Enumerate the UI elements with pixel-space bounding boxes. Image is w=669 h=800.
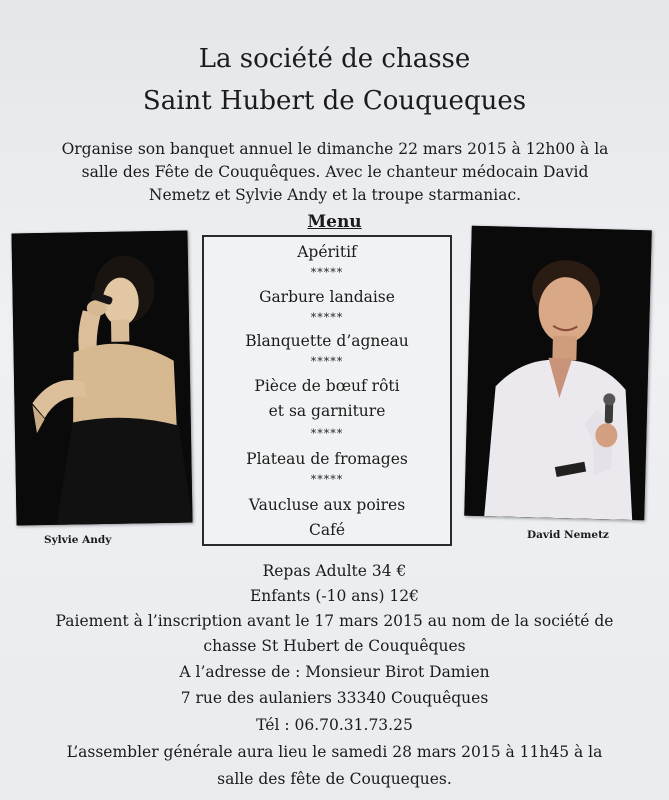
menu-box bbox=[202, 235, 452, 546]
intro-line: Nemetz et Sylvie Andy et la troupe starmaniac. bbox=[148, 186, 522, 204]
menu-separator: ***** bbox=[310, 427, 344, 440]
payment-info-continued: chasse St Hubert de Couquêques bbox=[203, 637, 466, 655]
menu-item: Café bbox=[308, 521, 345, 539]
caption-left: Sylvie Andy bbox=[44, 534, 112, 546]
menu-item: Apéritif bbox=[297, 243, 357, 261]
payment-info: Paiement à l’inscription avant le 17 mars 2015 au nom de la société de bbox=[55, 612, 614, 630]
address-recipient: A l’adresse de : Monsieur Birot Damien bbox=[179, 663, 490, 681]
price-adult: Repas Adulte 34 € bbox=[262, 562, 407, 580]
poster-title-line-1: La société de chasse bbox=[198, 44, 471, 74]
menu-separator: ***** bbox=[310, 355, 344, 368]
menu-separator: ***** bbox=[310, 473, 344, 486]
assembly-notice: L’assembler générale aura lieu le samedi 28 mars 2015 à 11h45 à la bbox=[66, 743, 603, 761]
menu-separator: ***** bbox=[310, 311, 344, 324]
menu-separator: ***** bbox=[310, 266, 344, 279]
caption-right: David Nemetz bbox=[527, 529, 609, 541]
menu-item: Vaucluse aux poires bbox=[248, 496, 406, 514]
intro-line: Organise son banquet annuel le dimanche 22 mars 2015 à 12h00 à la bbox=[61, 140, 609, 158]
menu-item: Blanquette d’agneau bbox=[245, 332, 409, 350]
menu-item: Garbure landaise bbox=[259, 288, 395, 306]
intro-line: salle des Fête de Couquêques. Avec le chanteur médocain David bbox=[81, 163, 589, 181]
menu-item: et sa garniture bbox=[268, 402, 386, 420]
phone-number: Tél : 06.70.31.73.25 bbox=[256, 716, 413, 734]
poster-title-line-2: Saint Hubert de Couqueques bbox=[142, 86, 527, 116]
menu-item: Pièce de bœuf rôti bbox=[254, 377, 400, 395]
singer-portrait-icon bbox=[464, 226, 652, 521]
singer-silhouette-icon bbox=[11, 230, 192, 525]
intro-paragraph bbox=[60, 138, 610, 207]
price-children: Enfants (-10 ans) 12€ bbox=[249, 587, 420, 605]
assembly-notice-continued: salle des fête de Couqueques. bbox=[217, 770, 452, 788]
menu-heading: Menu bbox=[307, 212, 362, 232]
singer-photo-david-nemetz bbox=[464, 226, 652, 521]
singer-photo-sylvie-andy bbox=[11, 230, 192, 525]
address-street: 7 rue des aulaniers 33340 Couquêques bbox=[180, 689, 489, 707]
menu-item: Plateau de fromages bbox=[246, 450, 408, 468]
